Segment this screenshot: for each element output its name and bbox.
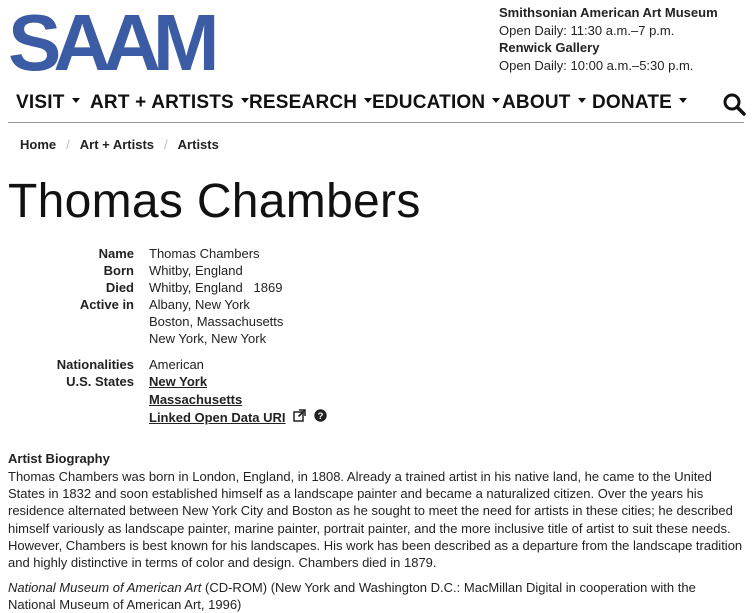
breadcrumb xyxy=(20,137,219,152)
breadcrumb-separator: / xyxy=(164,137,168,152)
us-states-label: U.S. States xyxy=(66,374,134,389)
nav-education[interactable] xyxy=(372,92,500,114)
nav-donate[interactable] xyxy=(592,92,687,114)
nav-about-label: ABOUT xyxy=(502,92,571,113)
nav-art-artists[interactable] xyxy=(90,92,249,114)
question-circle-icon[interactable] xyxy=(314,409,327,426)
logo-text-dark: SAAM xyxy=(8,8,212,74)
external-link-icon[interactable] xyxy=(293,409,306,426)
nav-research-label: RESEARCH xyxy=(249,92,358,113)
gallery-name: Renwick Gallery xyxy=(499,40,600,55)
nav-visit-label: VISIT xyxy=(16,92,65,113)
died-label: Died xyxy=(105,280,134,295)
breadcrumb-separator: / xyxy=(66,137,70,152)
citation-title: National Museum of American Art xyxy=(8,580,202,595)
born-value: Whitby, England xyxy=(149,263,243,278)
gallery-hours-text: Open Daily: 10:00 a.m.–5:30 p.m. xyxy=(499,57,694,73)
name-value: Thomas Chambers xyxy=(149,246,260,261)
active-label: Active in xyxy=(79,297,134,312)
main-nav xyxy=(0,88,752,122)
saam-logo[interactable] xyxy=(8,8,218,74)
breadcrumb-art-artists[interactable]: Art + Artists xyxy=(79,137,155,152)
born-label: Born xyxy=(103,263,134,278)
nav-research[interactable] xyxy=(249,92,372,114)
bio-heading: Artist Biography xyxy=(8,451,110,466)
nav-art-artists-label: ART + ARTISTS xyxy=(90,92,234,113)
nav-about[interactable] xyxy=(502,92,586,114)
chevron-down-icon xyxy=(72,98,80,103)
saam-logo-graphic xyxy=(8,8,218,74)
died-value: Whitby, England 1869 xyxy=(149,280,283,295)
chevron-down-icon xyxy=(578,98,586,103)
nav-divider xyxy=(8,122,744,123)
active-value: Boston, Massachusetts xyxy=(149,314,284,329)
museum-hours xyxy=(499,4,718,74)
page-title: Thomas Chambers xyxy=(8,175,421,228)
state-link-new-york[interactable]: New York xyxy=(149,374,208,389)
nationalities-label: Nationalities xyxy=(56,357,134,372)
active-value: New York, New York xyxy=(149,331,267,346)
chevron-down-icon xyxy=(679,98,687,103)
breadcrumb-home[interactable]: Home xyxy=(20,137,57,152)
breadcrumb-artists[interactable]: Artists xyxy=(177,137,219,152)
search-icon[interactable] xyxy=(722,92,746,116)
active-value: Albany, New York xyxy=(149,297,250,312)
site-header xyxy=(0,0,752,80)
state-link-massachusetts[interactable]: Massachusetts xyxy=(149,392,243,407)
svg-text:?: ? xyxy=(317,411,324,423)
citation-rest: (CD-ROM) (New York and Washington D.C.: MacMillan Digital in cooperation with the National Museum of American Art, 1996) xyxy=(8,580,696,613)
museum-hours-text: Open Daily: 11:30 a.m.–7 p.m. xyxy=(499,22,675,38)
nav-donate-label: DONATE xyxy=(592,92,673,113)
museum-name: Smithsonian American Art Museum xyxy=(499,5,718,20)
bio-citation xyxy=(8,579,744,613)
chevron-down-icon xyxy=(492,98,500,103)
name-label: Name xyxy=(98,246,134,261)
nav-visit[interactable] xyxy=(16,92,80,114)
linked-open-data-link[interactable]: Linked Open Data URI xyxy=(149,410,286,425)
bio-text: Thomas Chambers was born in London, England, in 1808. Already a trained artist in his native land, he came to the United States in 1832 and soon established himself as a landscape painter and became a naturalized citizen. Over the years his residence alternated between New York City and Boston as he sought to meet the need for artists in these cities; he described himself variously as landscape painter, marine painter, portrait painter, and the more inclusive title of artist to suit these needs. However, Chambers is best known for his landscapes. His work has been described as a departure from the landscape tradition and highly distinctive in terms of color and design. Chambers died in 1879. xyxy=(8,469,743,571)
nav-education-label: EDUCATION xyxy=(372,92,486,113)
nationalities-value: American xyxy=(149,357,204,372)
chevron-down-icon xyxy=(241,98,249,103)
